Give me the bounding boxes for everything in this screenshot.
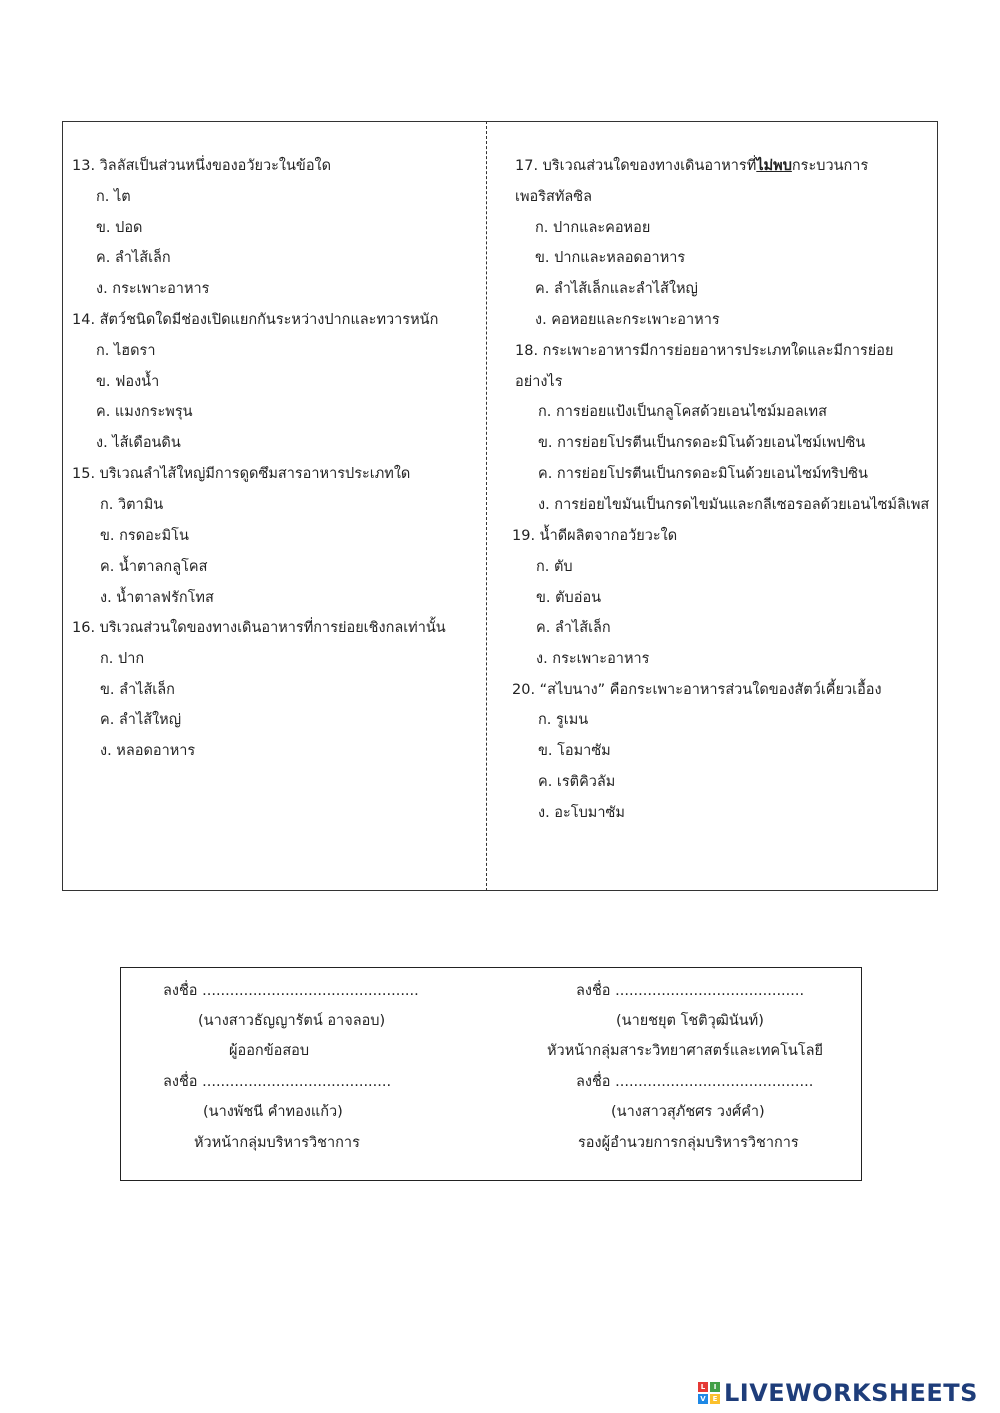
option-18-b: ข. การย่อยโปรตีนเป็นกรดอะมิโนด้วยเอนไซม์เพปซิน [538, 435, 866, 451]
signature-2-line: ลงชื่อ ......................................... [576, 983, 805, 999]
signature-1-line: ลงชื่อ ............................................... [163, 983, 419, 999]
option-19-d: ง. กระเพาะอาหาร [536, 651, 650, 667]
option-14-b: ข. ฟองน้ำ [96, 374, 160, 390]
option-19-c: ค. ลำไส้เล็ก [536, 620, 611, 636]
logo-mark-i: I [710, 1382, 720, 1392]
logo-mark-e: E [710, 1394, 720, 1404]
option-16-d: ง. หลอดอาหาร [100, 743, 196, 759]
option-13-a: ก. ไต [96, 189, 131, 205]
question-16: 16. บริเวณส่วนใดของทางเดินอาหารที่การย่อยเชิงกลเท่านั้น [72, 620, 446, 636]
signature-4-role: รองผู้อำนวยการกลุ่มบริหารวิชาการ [578, 1135, 799, 1151]
logo-mark-v: V [698, 1394, 708, 1404]
option-13-d: ง. กระเพาะอาหาร [96, 281, 210, 297]
question-17 [515, 156, 868, 176]
option-13-b: ข. ปอด [96, 220, 143, 236]
option-20-a: ก. รูเมน [538, 712, 589, 728]
signature-3-role: หัวหน้ากลุ่มบริหารวิชาการ [194, 1135, 360, 1151]
column-divider [486, 121, 487, 891]
signature-3-name: (นางพัชนี คำทองแก้ว) [203, 1104, 343, 1120]
option-14-d: ง. ไส้เดือนดิน [96, 435, 181, 451]
logo-mark-l: L [698, 1382, 708, 1392]
question-14: 14. สัตว์ชนิดใดมีช่องเปิดแยกกันระหว่างปากและทวารหนัก [72, 312, 439, 328]
question-17-end: กระบวนการ [791, 158, 869, 174]
option-18-a: ก. การย่อยแป้งเป็นกลูโคสด้วยเอนไซม์มอลเทส [538, 404, 827, 420]
option-16-b: ข. ลำไส้เล็ก [100, 682, 175, 698]
option-18-c: ค. การย่อยโปรตีนเป็นกรดอะมิโนด้วยเอนไซม์ทริปซิน [538, 466, 868, 482]
question-15: 15. บริเวณลำไส้ใหญ่มีการดูดซึมสารอาหารประเภทใด [72, 466, 411, 482]
question-17-start: 17. บริเวณส่วนใดของทางเดินอาหารที่ [515, 158, 757, 174]
question-13: 13. วิลลัสเป็นส่วนหนึ่งของอวัยวะในข้อใด [72, 158, 332, 174]
question-18-cont: อย่างไร [515, 374, 563, 390]
signature-4-name: (นางสาวสุภัชศร วงศ์คำ) [611, 1104, 765, 1120]
option-14-c: ค. แมงกระพรุน [96, 404, 193, 420]
question-17-cont: เพอริสทัลซิล [515, 189, 593, 205]
question-18: 18. กระเพาะอาหารมีการย่อยอาหารประเภทใดและมีการย่อย [515, 343, 894, 359]
signature-1-role: ผู้ออกข้อสอบ [229, 1043, 310, 1059]
liveworksheets-logo[interactable] [698, 1378, 978, 1408]
option-20-d: ง. อะโบมาซัม [538, 805, 625, 821]
option-20-b: ข. โอมาซัม [538, 743, 611, 759]
signature-1-name: (นางสาวธัญญารัตน์ อาจลอบ) [198, 1013, 386, 1029]
option-17-a: ก. ปากและคอหอย [535, 220, 651, 236]
signature-2-role: หัวหน้ากลุ่มสาระวิทยาศาสตร์และเทคโนโลยี [547, 1043, 823, 1059]
option-18-d: ง. การย่อยไขมันเป็นกรดไขมันและกลีเซอรอลด้วยเอนไซม์ลิเพส [538, 497, 930, 513]
option-17-d: ง. คอหอยและกระเพาะอาหาร [535, 312, 720, 328]
logo-mark-icon [698, 1382, 720, 1404]
option-15-a: ก. วิตามิน [100, 497, 164, 513]
question-19: 19. น้ำดีผลิตจากอวัยวะใด [512, 528, 678, 544]
logo-text: LIVEWORKSHEETS [724, 1379, 978, 1407]
option-17-c: ค. ลำไส้เล็กและลำไส้ใหญ่ [535, 281, 698, 297]
option-19-a: ก. ตับ [536, 559, 573, 575]
option-15-d: ง. น้ำตาลฟรักโทส [100, 590, 214, 606]
signature-3-line: ลงชื่อ ......................................... [163, 1074, 392, 1090]
option-16-a: ก. ปาก [100, 651, 145, 667]
question-20: 20. “สไบนาง” คือกระเพาะอาหารส่วนใดของสัตว์เคี้ยวเอื้อง [512, 682, 882, 698]
question-17-emphasis: ไม่พบ [756, 158, 792, 174]
option-20-c: ค. เรติคิวลัม [538, 774, 616, 790]
option-13-c: ค. ลำไส้เล็ก [96, 250, 171, 266]
signature-2-name: (นายชยุต โชติวุฒินันท์) [616, 1013, 764, 1029]
signature-4-line: ลงชื่อ ........................................... [576, 1074, 814, 1090]
option-16-c: ค. ลำไส้ใหญ่ [100, 712, 182, 728]
option-19-b: ข. ตับอ่อน [536, 590, 602, 606]
option-15-c: ค. น้ำตาลกลูโคส [100, 559, 208, 575]
option-17-b: ข. ปากและหลอดอาหาร [535, 250, 686, 266]
option-14-a: ก. ไฮดรา [96, 343, 156, 359]
option-15-b: ข. กรดอะมิโน [100, 528, 189, 544]
